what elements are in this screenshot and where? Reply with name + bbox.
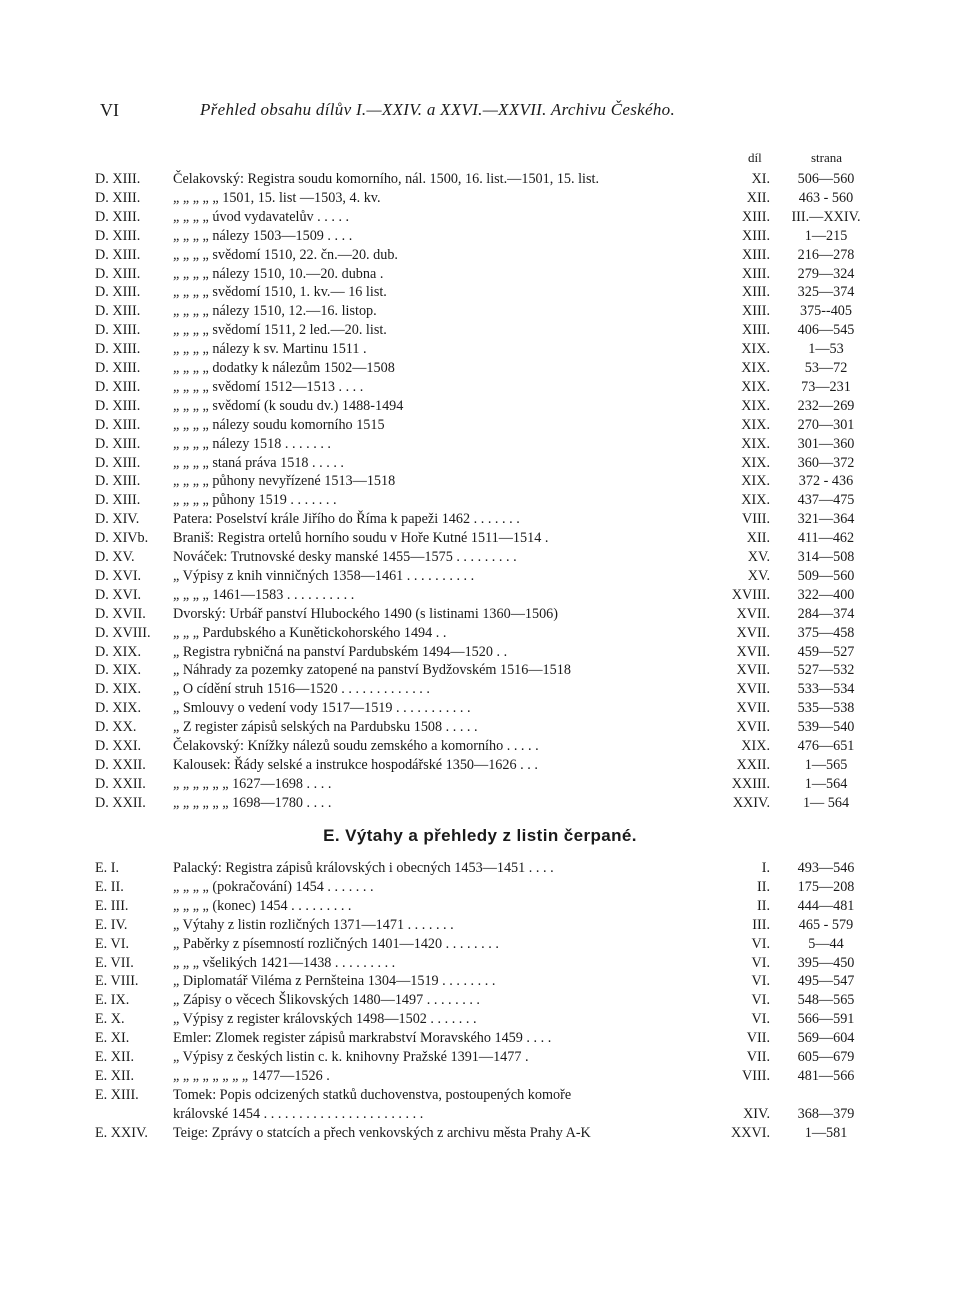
row-volume: VI. <box>751 973 770 990</box>
row-signature: D. XXI. <box>95 738 142 754</box>
row-pages: 569—604 <box>797 1030 855 1047</box>
row-signature: E. XII. <box>95 1049 135 1065</box>
row-signature: D. XXII. <box>95 794 146 811</box>
row-text: „ Výpisy z českých listin c. k. knihovny Pražské 1391—1477 . <box>173 1049 529 1065</box>
row-pages: 322—400 <box>797 586 855 603</box>
row-signature: E. IX. <box>95 992 130 1009</box>
row-pages: 459—527 <box>797 643 855 660</box>
row-text: „ „ „ „ svědomí 1512—1513 . . . . <box>173 378 364 395</box>
row-volume: XIX. <box>741 397 770 414</box>
row-pages: 411—462 <box>797 530 855 547</box>
row-volume: XIII. <box>742 208 770 225</box>
table-row <box>0 491 960 510</box>
row-pages: 368—379 <box>797 1105 855 1122</box>
table-row <box>0 246 960 265</box>
row-text: Čelakovský: Knížky nálezů soudu zemského a komorního . . . . . <box>173 738 539 754</box>
row-text: Braniš: Registra ortelů horního soudu v Hoře Kutné 1511—1514 . <box>173 530 549 547</box>
row-text: „ „ „ „ „ „ 1698—1780 . . . . <box>173 794 332 811</box>
table-row <box>0 624 960 643</box>
column-header-strana: strana <box>811 150 843 165</box>
row-pages: 495—547 <box>797 973 855 990</box>
table-row <box>0 661 960 680</box>
row-text: „ Náhrady za pozemky zatopené na panství Bydžovském 1516—1518 <box>173 662 571 679</box>
row-text: „ „ „ „ nálezy 1518 . . . . . . . <box>173 435 331 452</box>
row-signature: D. XIII. <box>95 227 141 244</box>
row-text: „ „ „ „ půhony nevyřízené 1513—1518 <box>173 473 396 490</box>
row-volume: XII. <box>746 189 770 206</box>
table-row <box>0 586 960 605</box>
row-signature: D. XIII. <box>95 416 141 433</box>
table-row <box>0 397 960 416</box>
row-pages: 360—372 <box>797 454 855 471</box>
row-signature: D. XIII. <box>95 492 141 509</box>
row-pages: 325—374 <box>797 284 855 301</box>
row-pages: 535—538 <box>797 700 855 717</box>
row-signature: D. XIII. <box>95 360 141 376</box>
table-row <box>0 775 960 794</box>
row-volume: VII. <box>746 1049 770 1065</box>
row-signature: D. XIII. <box>95 303 141 320</box>
row-pages: 493—546 <box>797 860 855 876</box>
table-row <box>0 1124 960 1143</box>
row-text: Emler: Zlomek register zápisů markrabství Moravského 1459 . . . . <box>173 1030 552 1047</box>
row-text: „ Výpisy z register královských 1498—1502 . . . . . . . <box>173 1011 477 1028</box>
row-text: „ „ „ „ svědomí 1510, 22. čn.—20. dub. <box>173 246 398 263</box>
row-pages: 1—53 <box>808 341 844 358</box>
row-text: „ „ „ „ nálezy k sv. Martinu 1511 . <box>173 341 367 358</box>
row-volume: XXIV. <box>732 794 770 811</box>
row-volume: XIX. <box>741 473 770 490</box>
row-signature: D. XVII. <box>95 605 146 622</box>
table-row <box>0 265 960 284</box>
row-volume: II. <box>757 878 770 895</box>
row-signature: E. X. <box>95 1011 125 1028</box>
row-signature: D. XIII. <box>95 435 141 452</box>
row-pages: 605—679 <box>797 1049 855 1065</box>
row-volume: XIII. <box>742 322 770 339</box>
table-row <box>0 340 960 359</box>
row-signature: D. XIII. <box>95 378 141 395</box>
row-pages: 444—481 <box>797 897 855 914</box>
row-signature: D. XIII. <box>95 473 141 490</box>
row-pages: 481—566 <box>797 1067 855 1084</box>
row-pages: 53—72 <box>804 360 848 376</box>
row-text: „ „ „ „ „ „ „ „ 1477—1526 . <box>173 1067 330 1084</box>
table-row <box>0 916 960 935</box>
row-pages: 372 - 436 <box>798 473 854 490</box>
row-text: Patera: Poselství krále Jiřího do Říma k papeži 1462 . . . . . . . <box>173 511 520 528</box>
row-volume: XIX. <box>741 435 770 452</box>
row-text: „ „ „ „ svědomí 1510, 1. kv.— 16 list. <box>173 284 387 301</box>
row-pages: 375--405 <box>799 303 852 320</box>
row-signature: D. XIII. <box>95 189 141 206</box>
table-row <box>0 567 960 586</box>
row-signature: E. VII. <box>95 954 134 971</box>
row-signature: D. XVI. <box>95 586 142 603</box>
table-row <box>0 737 960 756</box>
row-volume: XV. <box>747 567 770 584</box>
row-volume: XXII. <box>736 756 770 773</box>
row-signature: E. VI. <box>95 935 130 952</box>
row-signature: D. XVIII. <box>95 624 151 641</box>
table-row <box>0 1048 960 1067</box>
row-volume: XIII. <box>742 303 770 320</box>
table-row <box>0 283 960 302</box>
row-signature: D. XIII. <box>95 171 141 187</box>
table-row <box>0 1029 960 1048</box>
table-row <box>0 321 960 340</box>
row-signature: D. XX. <box>95 719 137 736</box>
table-row <box>0 972 960 991</box>
row-volume: XXVI. <box>730 1124 770 1141</box>
row-signature: D. XIII. <box>95 397 141 414</box>
row-pages: 1—581 <box>804 1124 848 1141</box>
row-text: „ „ „ „ dodatky k nálezům 1502—1508 <box>173 360 395 376</box>
table-row <box>0 718 960 737</box>
row-volume: VI. <box>751 954 770 971</box>
row-pages: 5—44 <box>808 935 844 952</box>
row-pages: 465 - 579 <box>798 916 854 933</box>
row-volume: XIII. <box>742 265 770 282</box>
row-signature: D. XIVb. <box>95 530 149 547</box>
row-volume: XXIII. <box>731 775 770 792</box>
table-row <box>0 472 960 491</box>
table-row <box>0 605 960 624</box>
row-volume: VIII. <box>742 511 770 528</box>
row-pages: 506—560 <box>797 171 855 187</box>
row-signature: D. XIII. <box>95 265 141 282</box>
row-pages: 406—545 <box>797 322 855 339</box>
table-row <box>0 359 960 378</box>
row-signature: E. XXIV. <box>95 1124 148 1141</box>
row-volume: XII. <box>746 530 770 547</box>
row-pages: 284—374 <box>797 605 855 622</box>
row-pages: 270—301 <box>797 416 855 433</box>
row-signature: D. XIII. <box>95 341 141 358</box>
table-row <box>0 1067 960 1086</box>
section-e-title: E. Výtahy a přehledy z listin čerpané. <box>323 826 637 845</box>
row-volume: XIX. <box>741 378 770 395</box>
row-signature: D. XIX. <box>95 700 142 717</box>
row-pages: 533—534 <box>797 681 855 698</box>
row-signature: D. XIII. <box>95 284 141 301</box>
row-volume: VI. <box>751 935 770 952</box>
row-volume: VI. <box>751 1011 770 1028</box>
row-text: „ Paběrky z písemností rozličných 1401—1420 . . . . . . . . <box>173 935 499 952</box>
table-row <box>0 529 960 548</box>
row-volume: XVII. <box>736 605 770 622</box>
row-text: „ „ „ „ staná práva 1518 . . . . . <box>173 454 344 471</box>
row-signature: D. XXII. <box>95 756 146 773</box>
row-pages: 476—651 <box>797 738 855 754</box>
row-signature: E. III. <box>95 897 129 914</box>
row-text: „ „ „ „ (pokračování) 1454 . . . . . . . <box>173 878 374 895</box>
row-signature: D. XIX. <box>95 643 142 660</box>
table-row <box>0 435 960 454</box>
table-row <box>0 454 960 473</box>
table-row <box>0 548 960 567</box>
row-signature: E. VIII. <box>95 973 139 990</box>
row-text: „ Výtahy z listin rozličných 1371—1471 . . . . . . . <box>173 916 454 933</box>
table-row <box>0 416 960 435</box>
table-row <box>0 227 960 246</box>
row-text: „ „ „ „ půhony 1519 . . . . . . . <box>173 492 337 509</box>
row-signature: E. XIII. <box>95 1086 139 1103</box>
row-text: „ Z register zápisů selských na Pardubsku 1508 . . . . . <box>173 719 478 736</box>
page-header <box>0 100 960 126</box>
row-signature: D. XXII. <box>95 775 146 792</box>
row-text: Tomek: Popis odcizených statků duchovenstva, postoupených komoře <box>173 1086 572 1103</box>
row-volume: XIII. <box>742 227 770 244</box>
row-text: „ Diplomatář Viléma z Pernšteina 1304—1519 . . . . . . . . <box>173 973 496 990</box>
table-row <box>0 794 960 813</box>
row-pages: 73—231 <box>801 378 851 395</box>
row-volume: XVII. <box>736 719 770 736</box>
row-volume: XIII. <box>742 246 770 263</box>
row-text: „ „ „ „ nálezy 1510, 10.—20. dubna . <box>173 265 384 282</box>
row-text: „ „ „ „ (konec) 1454 . . . . . . . . . <box>173 897 352 914</box>
row-volume: XVII. <box>736 624 770 641</box>
row-text: „ Výpisy z knih vinničných 1358—1461 . . . . . . . . . . <box>173 567 475 584</box>
table-row <box>0 208 960 227</box>
row-signature: D. XIX. <box>95 681 142 698</box>
row-volume: VII. <box>746 1030 770 1047</box>
page-number: VI <box>100 100 119 120</box>
row-signature: E. I. <box>95 860 120 876</box>
row-signature: D. XIII. <box>95 208 141 225</box>
row-volume: XIX. <box>741 416 770 433</box>
table-row <box>0 991 960 1010</box>
row-signature: D. XIV. <box>95 511 140 528</box>
row-signature: D. XIII. <box>95 246 141 263</box>
row-volume: VIII. <box>742 1067 770 1084</box>
row-pages: 232—269 <box>797 397 855 414</box>
row-signature: D. XIX. <box>95 662 142 679</box>
row-signature: E. XII. <box>95 1067 135 1084</box>
row-volume: XV. <box>747 549 770 565</box>
row-pages: III.—XXIV. <box>791 208 861 225</box>
row-volume: XVIII. <box>731 586 770 603</box>
table-row <box>0 1105 960 1124</box>
row-text: „ O cídění struh 1516—1520 . . . . . . . . . . . . . <box>173 681 430 698</box>
table-row <box>0 699 960 718</box>
row-pages: 566—591 <box>797 1011 855 1028</box>
row-volume: XIX. <box>741 454 770 471</box>
table-row <box>0 897 960 916</box>
table-row <box>0 510 960 529</box>
row-volume: XIX. <box>741 738 770 754</box>
row-text: Čelakovský: Registra soudu komorního, nál. 1500, 16. list.—1501, 15. list. <box>173 171 600 187</box>
row-volume: XVII. <box>736 700 770 717</box>
table-row <box>0 756 960 775</box>
row-text: „ „ „ „ svědomí (k soudu dv.) 1488-1494 <box>173 397 404 414</box>
row-pages: 539—540 <box>797 719 855 736</box>
table-row <box>0 680 960 699</box>
row-volume: XIX. <box>741 360 770 376</box>
row-text: Nováček: Trutnovské desky manské 1455—1575 . . . . . . . . . <box>173 549 517 565</box>
row-pages: 375—458 <box>797 624 855 641</box>
row-volume: II. <box>757 897 770 914</box>
row-text: Kalousek: Řády selské a instrukce hospodářské 1350—1626 . . . <box>173 756 538 773</box>
row-pages: 527—532 <box>797 662 855 679</box>
row-text: „ „ „ Pardubského a Kunětickohorského 1494 . . <box>173 624 447 641</box>
row-signature: D. XVI. <box>95 567 142 584</box>
row-pages: 175—208 <box>797 878 855 895</box>
column-header-dil: díl <box>748 150 762 165</box>
row-text: „ „ „ „ 1461—1583 . . . . . . . . . . <box>173 586 355 603</box>
row-text: Dvorský: Urbář panství Hlubockého 1490 (s listinami 1360—1506) <box>173 605 558 622</box>
row-pages: 216—278 <box>797 246 855 263</box>
row-volume: I. <box>761 860 770 876</box>
row-text: „ Zápisy o věcech Šlikovských 1480—1497 . . . . . . . . <box>173 992 480 1009</box>
row-volume: XVII. <box>736 681 770 698</box>
row-text: „ „ „ „ úvod vydavatelův . . . . . <box>173 208 350 225</box>
row-text: „ „ „ „ „ 1501, 15. list —1503, 4. kv. <box>173 189 381 206</box>
table-row <box>0 643 960 662</box>
table-row <box>0 935 960 954</box>
table-row <box>0 1086 960 1105</box>
table-row <box>0 189 960 208</box>
table-row <box>0 378 960 397</box>
row-pages: 1—215 <box>804 227 848 244</box>
row-volume: XIX. <box>741 492 770 509</box>
row-text: Teige: Zprávy o statcích a přech venkovských z archivu města Prahy A-K <box>173 1124 591 1141</box>
row-pages: 279—324 <box>797 265 855 282</box>
row-volume: XVII. <box>736 643 770 660</box>
row-text: „ „ „ „ „ „ 1627—1698 . . . . <box>173 775 332 792</box>
row-pages: 437—475 <box>797 492 855 509</box>
row-pages: 509—560 <box>797 567 855 584</box>
table-row <box>0 170 960 189</box>
row-text: „ „ „ „ nálezy soudu komorního 1515 <box>173 416 385 433</box>
row-volume: XIII. <box>742 284 770 301</box>
row-text: královské 1454 . . . . . . . . . . . . . . . . . . . . . . . <box>173 1105 424 1122</box>
row-text: „ Registra rybničná na panství Pardubském 1494—1520 . . <box>173 643 508 660</box>
row-text: Palacký: Registra zápisů královských i obecných 1453—1451 . . . . <box>173 860 554 876</box>
row-volume: III. <box>752 916 770 933</box>
row-text: „ Smlouvy o vedení vody 1517—1519 . . . . . . . . . . . <box>173 700 471 717</box>
table-row <box>0 1010 960 1029</box>
row-pages: 1—565 <box>804 756 848 773</box>
row-pages: 548—565 <box>797 992 855 1009</box>
row-text: „ „ „ „ nálezy 1503—1509 . . . . <box>173 227 353 244</box>
row-signature: E. XI. <box>95 1030 130 1047</box>
table-row <box>0 878 960 897</box>
row-volume: XVII. <box>736 662 770 679</box>
table-row <box>0 302 960 321</box>
row-pages: 301—360 <box>797 435 855 452</box>
row-volume: XI. <box>751 171 770 187</box>
row-volume: VI. <box>751 992 770 1009</box>
row-pages: 314—508 <box>797 549 855 565</box>
row-volume: XIX. <box>741 341 770 358</box>
table-row <box>0 859 960 878</box>
row-signature: D. XIII. <box>95 322 141 339</box>
row-signature: D. XIII. <box>95 454 141 471</box>
row-text: „ „ „ všelikých 1421—1438 . . . . . . . . . <box>173 954 396 971</box>
running-title: Přehled obsahu dílův I.—XXIV. a XXVI.—XXVII. Archivu Českého. <box>200 100 675 119</box>
row-text: „ „ „ „ svědomí 1511, 2 led.—20. list. <box>173 322 387 339</box>
row-pages: 321—364 <box>797 511 855 528</box>
row-pages: 395—450 <box>797 954 855 971</box>
row-signature: D. XV. <box>95 549 135 565</box>
row-pages: 1—564 <box>804 775 848 792</box>
row-pages: 463 - 560 <box>798 189 854 206</box>
table-row <box>0 954 960 973</box>
row-volume: XIV. <box>743 1105 770 1122</box>
row-signature: E. IV. <box>95 916 128 933</box>
row-signature: E. II. <box>95 878 124 895</box>
row-text: „ „ „ „ nálezy 1510, 12.—16. listop. <box>173 303 377 320</box>
row-pages: 1— 564 <box>802 794 850 811</box>
